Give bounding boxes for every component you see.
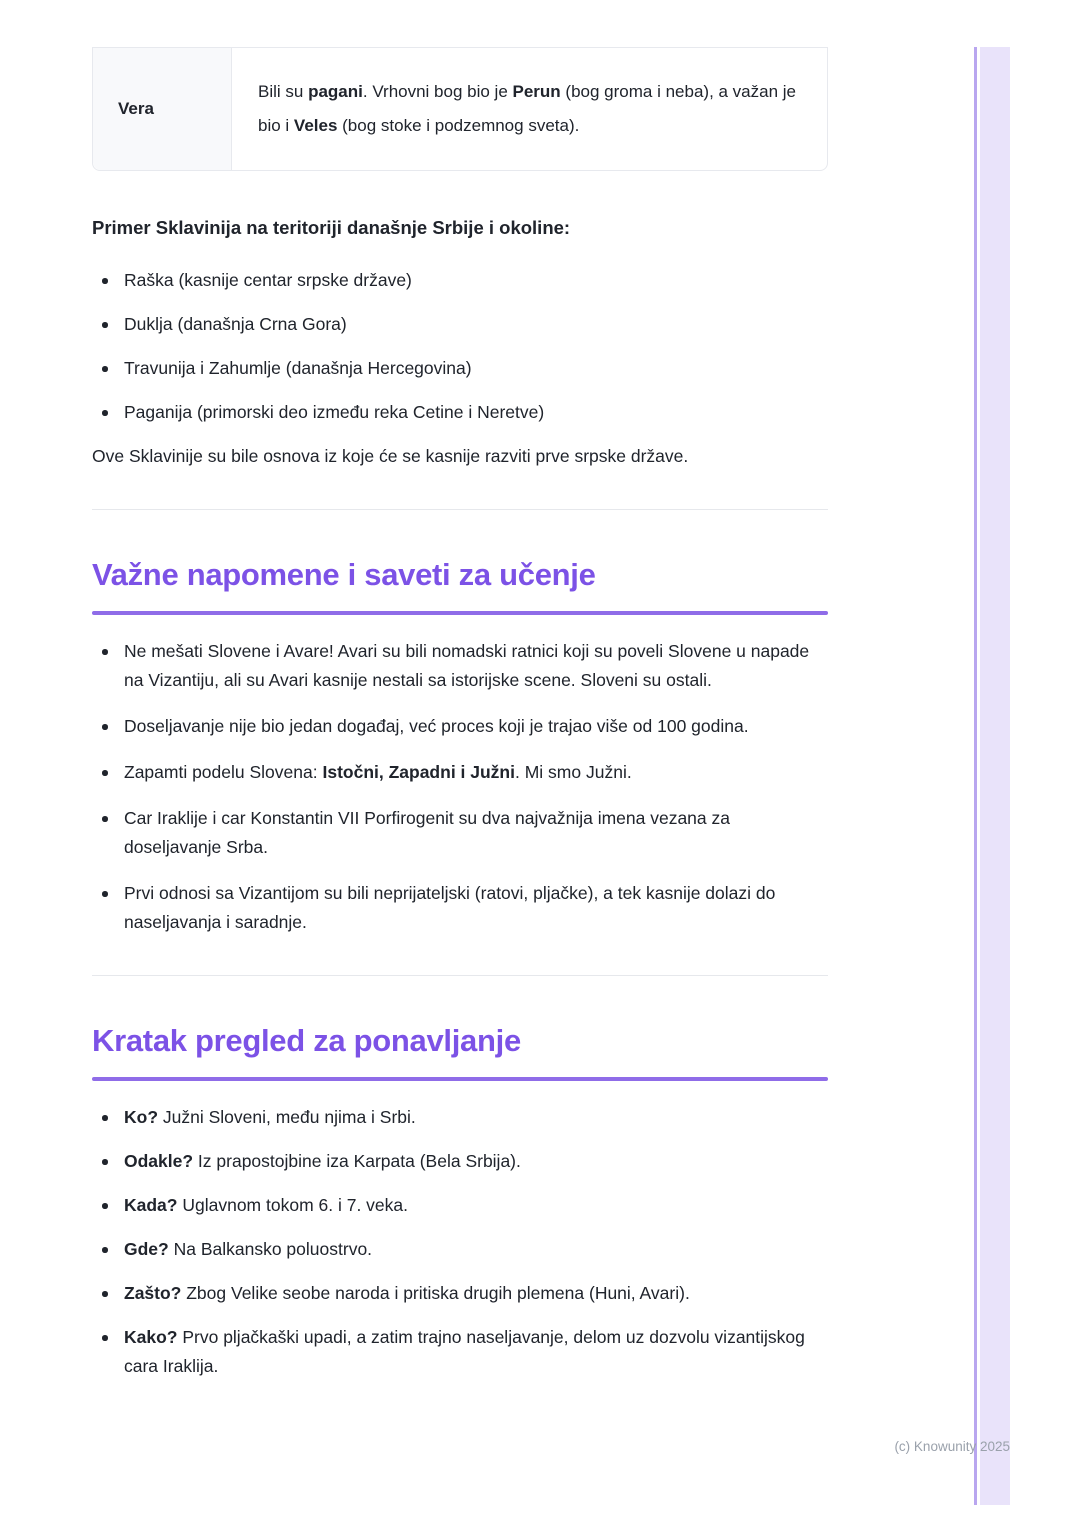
section-divider [92, 509, 828, 510]
list-item: Zašto? Zbog Velike seobe naroda i pritiska drugih plemena (Huni, Avari). [92, 1279, 828, 1308]
sklavinije-list [92, 266, 828, 427]
list-item: Ne mešati Slovene i Avare! Avari su bili nomadski ratnici koji su poveli Slovene u napade na Vizantiju, ali su Avari kasnije nestali sa istorijske scene. Sloveni su ostali. [92, 637, 828, 695]
list-item: Zapamti podelu Slovena: Istočni, Zapadni i Južni. Mi smo Južni. [92, 758, 828, 787]
copyright-label: (c) Knowunity 2025 [894, 1439, 1010, 1454]
list-item: Doseljavanje nije bio jedan događaj, već proces koji je trajao više od 100 godina. [92, 712, 828, 741]
document-page [92, 0, 828, 1381]
list-item: Duklja (današnja Crna Gora) [92, 310, 828, 339]
table-row-label: Vera [118, 99, 154, 118]
sklavinije-heading: Primer Sklavinija na teritoriji današnje Srbije i okoline: [92, 217, 571, 238]
napomene-heading: Važne napomene i saveti za učenje [92, 557, 596, 592]
list-item: Kada? Uglavnom tokom 6. i 7. veka. [92, 1191, 828, 1220]
page-edge-rail [980, 47, 1010, 1505]
list-item: Kako? Prvo pljačkaški upadi, a zatim trajno naseljavanje, delom uz dozvolu vizantijskog cara Iraklija. [92, 1323, 828, 1381]
vera-table-row [92, 47, 828, 171]
list-item: Prvi odnosi sa Vizantijom su bili neprijateljski (ratovi, pljačke), a tek kasnije dolazi do naseljavanja i saradnje. [92, 879, 828, 937]
page-edge-accent-line [974, 47, 977, 1505]
list-item: Car Iraklije i car Konstantin VII Porfirogenit su dva najvažnija imena vezana za doseljavanje Srba. [92, 804, 828, 862]
pregled-heading: Kratak pregled za ponavljanje [92, 1023, 521, 1058]
list-item: Paganija (primorski deo između reka Cetine i Neretve) [92, 398, 828, 427]
list-item: Gde? Na Balkansko poluostrvo. [92, 1235, 828, 1264]
napomene-heading-underline [92, 611, 828, 615]
table-row-value-cell: Bili su pagani. Vrhovni bog bio je Perun (bog groma i neba), a važan je bio i Veles (bog stoke i podzemnog sveta). [258, 82, 797, 135]
list-item: Travunija i Zahumlje (današnja Hercegovina) [92, 354, 828, 383]
closing-paragraph: Ove Sklavinije su bile osnova iz koje će se kasnije razviti prve srpske države. [92, 446, 689, 466]
pregled-list [92, 1103, 828, 1381]
list-item: Raška (kasnije centar srpske države) [92, 266, 828, 295]
list-item: Odakle? Iz prapostojbine iza Karpata (Bela Srbija). [92, 1147, 828, 1176]
table-row-label-cell [93, 48, 232, 170]
section-divider [92, 975, 828, 976]
list-item: Ko? Južni Sloveni, među njima i Srbi. [92, 1103, 828, 1132]
napomene-list [92, 637, 828, 937]
pregled-heading-underline [92, 1077, 828, 1081]
